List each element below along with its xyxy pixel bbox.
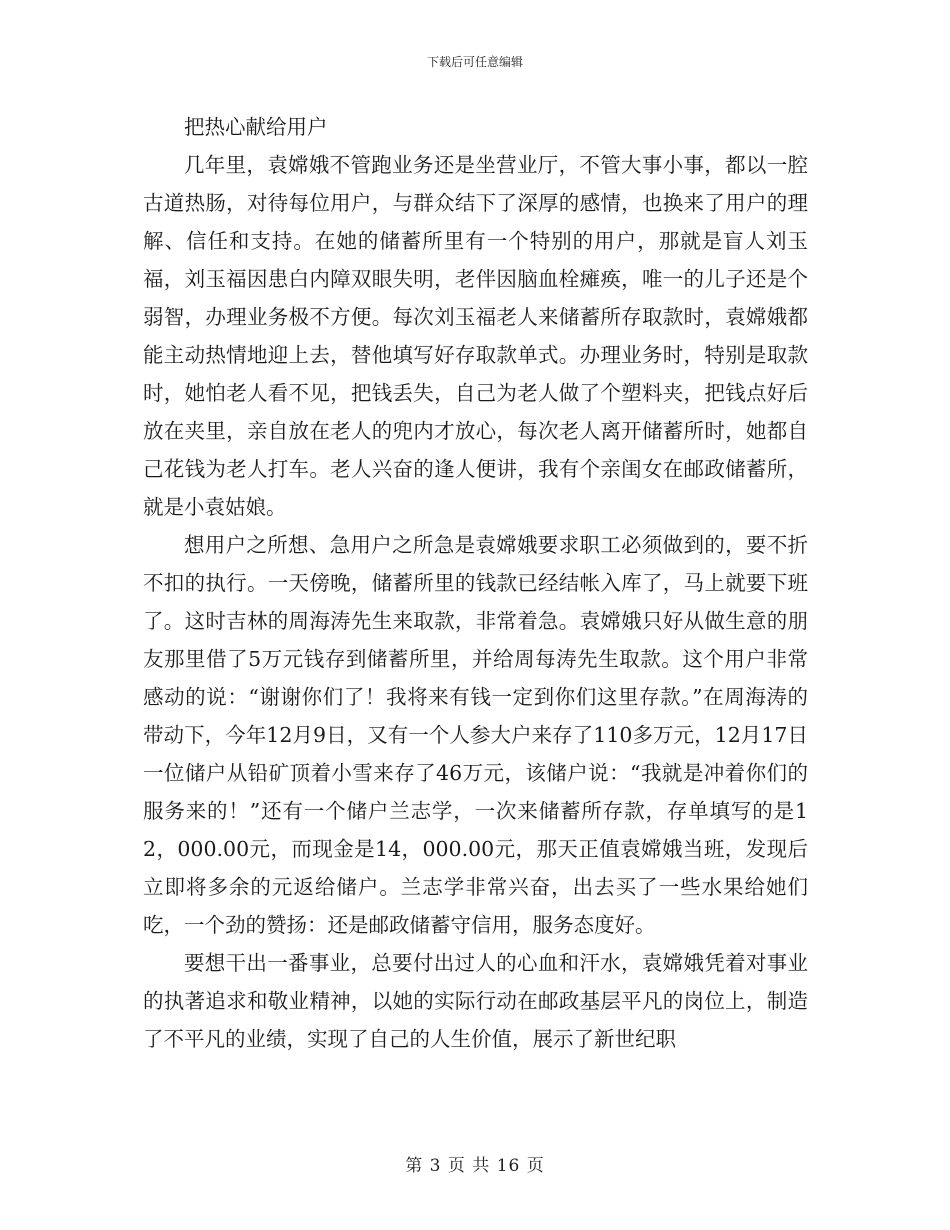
paragraph-3: 要想干出一番事业，总要付出过人的心血和汗水，袁嫦娥凭着对事业的执著追求和敬业精神，以她的实际行动在邮政基层平凡的岗位上，制造了不平凡的业绩，实现了自己的人生价值，展示了新世纪职 [143, 951, 808, 1051]
paragraph-1: 几年里，袁嫦娥不管跑业务还是坐营业厅，不管大事小事，都以一腔古道热肠，对待每位用户，与群众结下了深厚的感情，也换来了用户的理解、信任和支持。在她的储蓄所里有一个特别的用户，那就是盲人刘玉福，刘玉福因患白内障双眼失明，老伴因脑血栓瘫痪，唯一的儿子还是个弱智，办理业务极不方便。每次刘玉福老人来储蓄所存取款时，袁嫦娥都能主动热情地迎上去，替他填写好存取款单式。办理业务时，特别是取款时，她怕老人看不见，把钱丢失，自己为老人做了个塑料夹，把钱点好后放在夹里，亲自放在老人的兜内才放心，每次老人离开储蓄所时，她都自己花钱为老人打车。老人兴奋的逢人便讲，我有个亲闺女在邮政储蓄所，就是小袁姑娘。 [143, 153, 808, 519]
section-heading: 把热心献给用户 [184, 115, 328, 139]
paragraph-2: 想用户之所想、急用户之所急是袁嫦娥要求职工必须做到的，要不折不扣的执行。一天傍晚，储蓄所里的钱款已经结帐入库了，马上就要下班了。这时吉林的周海涛先生来取款，非常着急。袁嫦娥只好从做生意的朋友那里借了5万元钱存到储蓄所里，并给周每涛先生取款。这个用户非常感动的说：“谢谢你们了！我将来有钱一定到你们这里存款。”在周海涛的带动下，今年12月9日，又有一个人参大户来存了110多万元，12月17日一位储户从铅矿顶着小雪来存了46万元，该储户说：“我就是冲着你们的服务来的！”还有一个储户兰志学，一次来储蓄所存款，存单填写的是12，000.00元，而现金是14，000.00元，那天正值袁嫦娥当班，发现后立即将多余的元返给储户。兰志学非常兴奋，出去买了一些水果给她们吃，一个劲的赞扬：还是邮政储蓄守信用，服务态度好。 [143, 533, 808, 937]
document-body [143, 108, 808, 1058]
page-number-footer: 第 3 页 共 16 页 [405, 1156, 545, 1176]
page-header-note: 下载后可任意编辑 [426, 55, 523, 69]
